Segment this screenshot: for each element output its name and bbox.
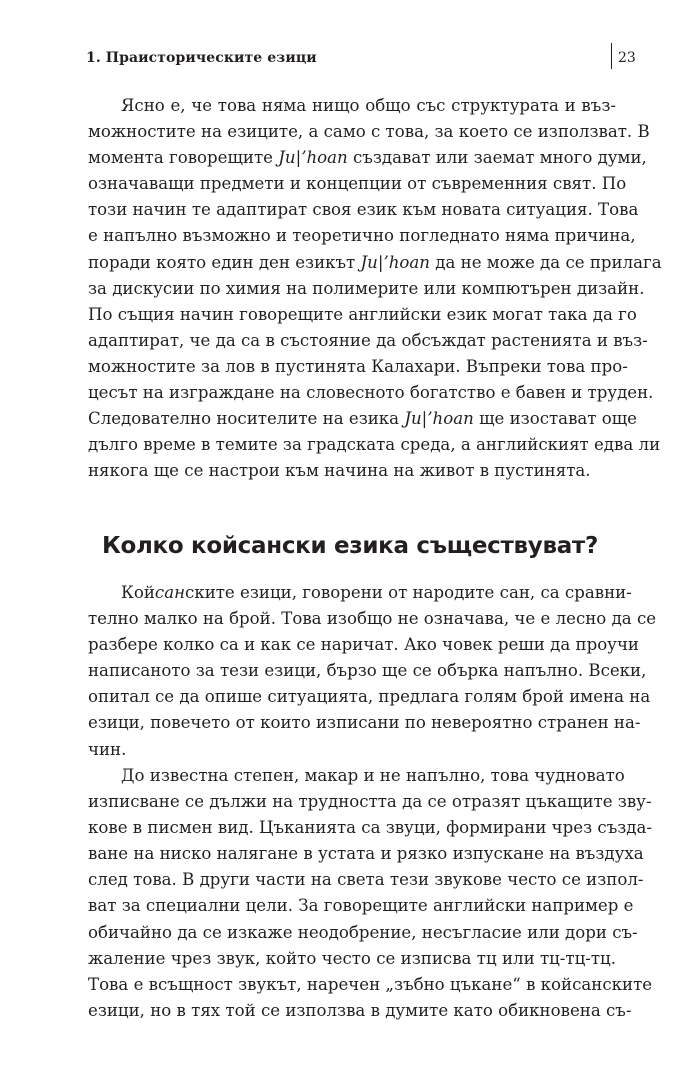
text-line: чин.: [88, 739, 127, 759]
italic-term: сан: [154, 583, 186, 602]
italic-term: Ju|’hoan: [404, 409, 474, 429]
text-line: означаващи предмети и концепции от съвременния свят. По: [88, 174, 627, 194]
italic-term: Ju|’hoan: [278, 148, 348, 168]
text-line: жаление чрез звук, който често се изписва тц или тц-тц-тц.: [88, 948, 616, 968]
text-line: езици, но в тях той се използва в думите като обикновена съ-: [88, 1000, 632, 1020]
text-line: изписване се дължи на трудността да се отразят цъкащите зву-: [88, 792, 652, 812]
text-line: след това. В други части на света тези звукове често се изпол-: [88, 870, 644, 890]
text-line: цесът на изграждане на словесното богатство е бавен и труден.: [88, 383, 654, 403]
text-line: Следователно носителите на езика Ju|’hoan ще изостават още: [88, 409, 638, 429]
text-line: обичайно да се изкаже неодобрение, несъгласие или дори съ-: [88, 922, 638, 942]
paragraph-2: [88, 580, 657, 763]
text-line: дълго време в темите за градската среда, а английският едва ли: [88, 435, 661, 455]
text-line: ват за специални цели. За говорещите английски например е: [88, 896, 634, 916]
text-line: Ясно е, че това няма нищо общо със структурата и въз-: [121, 96, 616, 115]
text-line: опитал се да опише ситуацията, предлага голям брой имена на: [88, 687, 651, 707]
text-line: поради която един ден езикът Ju|’hoan да не може да се прилага: [88, 252, 662, 272]
text-line: този начин те адаптират своя език към новата ситуация. Това: [88, 200, 639, 220]
text-line: момента говорещите Ju|’hoan създават или заемат много думи,: [88, 148, 647, 168]
section-heading: Колко койсански езика съществуват?: [101, 533, 599, 559]
text-line: написаното за тези езици, бързо ще се обърка напълно. Всеки,: [88, 661, 647, 681]
text-line: можностите за лов в пустинята Калахари. Въпреки това про-: [88, 356, 628, 376]
page-number: 23: [611, 43, 636, 69]
text-line: Това е всъщност звукът, наречен „зъбно цъкане“ в койсанските: [88, 974, 653, 994]
text-line: адаптират, че да са в състояние да обсъждат растенията и въз-: [88, 330, 648, 350]
paragraph-3: [88, 763, 653, 1024]
text-line: някога ще се настрои към начина на живот в пустинята.: [88, 461, 591, 481]
text-line: До известна степен, макар и не напълно, това чудновато: [121, 766, 625, 785]
text-line: е напълно възможно и теоретично погледнато няма причина,: [88, 226, 636, 246]
text-line: Койсанските езици, говорени от народите сан, са сравни-: [121, 583, 632, 602]
text-line: за дискусии по химия на полимерите или компютърен дизайн.: [88, 278, 645, 298]
text-line: телно малко на брой. Това изобщо не означава, че е лесно да се: [88, 609, 657, 629]
text-line: разбере колко са и как се наричат. Ако човек реши да проучи: [88, 635, 639, 655]
text-line: езици, повечето от които изписани по невероятно странен на-: [88, 713, 641, 733]
paragraph-1: [88, 93, 662, 484]
text-line: можностите на езиците, а само с това, за което се използват. В: [88, 122, 650, 142]
text-line: ване на ниско налягане в устата и рязко изпускане на въздуха: [88, 844, 644, 864]
text-line: кове в писмен вид. Цъканията са звуци, формирани чрез създа-: [88, 818, 653, 838]
text-line: По същия начин говорещите английски език могат така да го: [88, 304, 637, 324]
running-head: 1. Праисторическите езици: [86, 50, 317, 66]
italic-term: Ju|’hoan: [360, 252, 430, 272]
